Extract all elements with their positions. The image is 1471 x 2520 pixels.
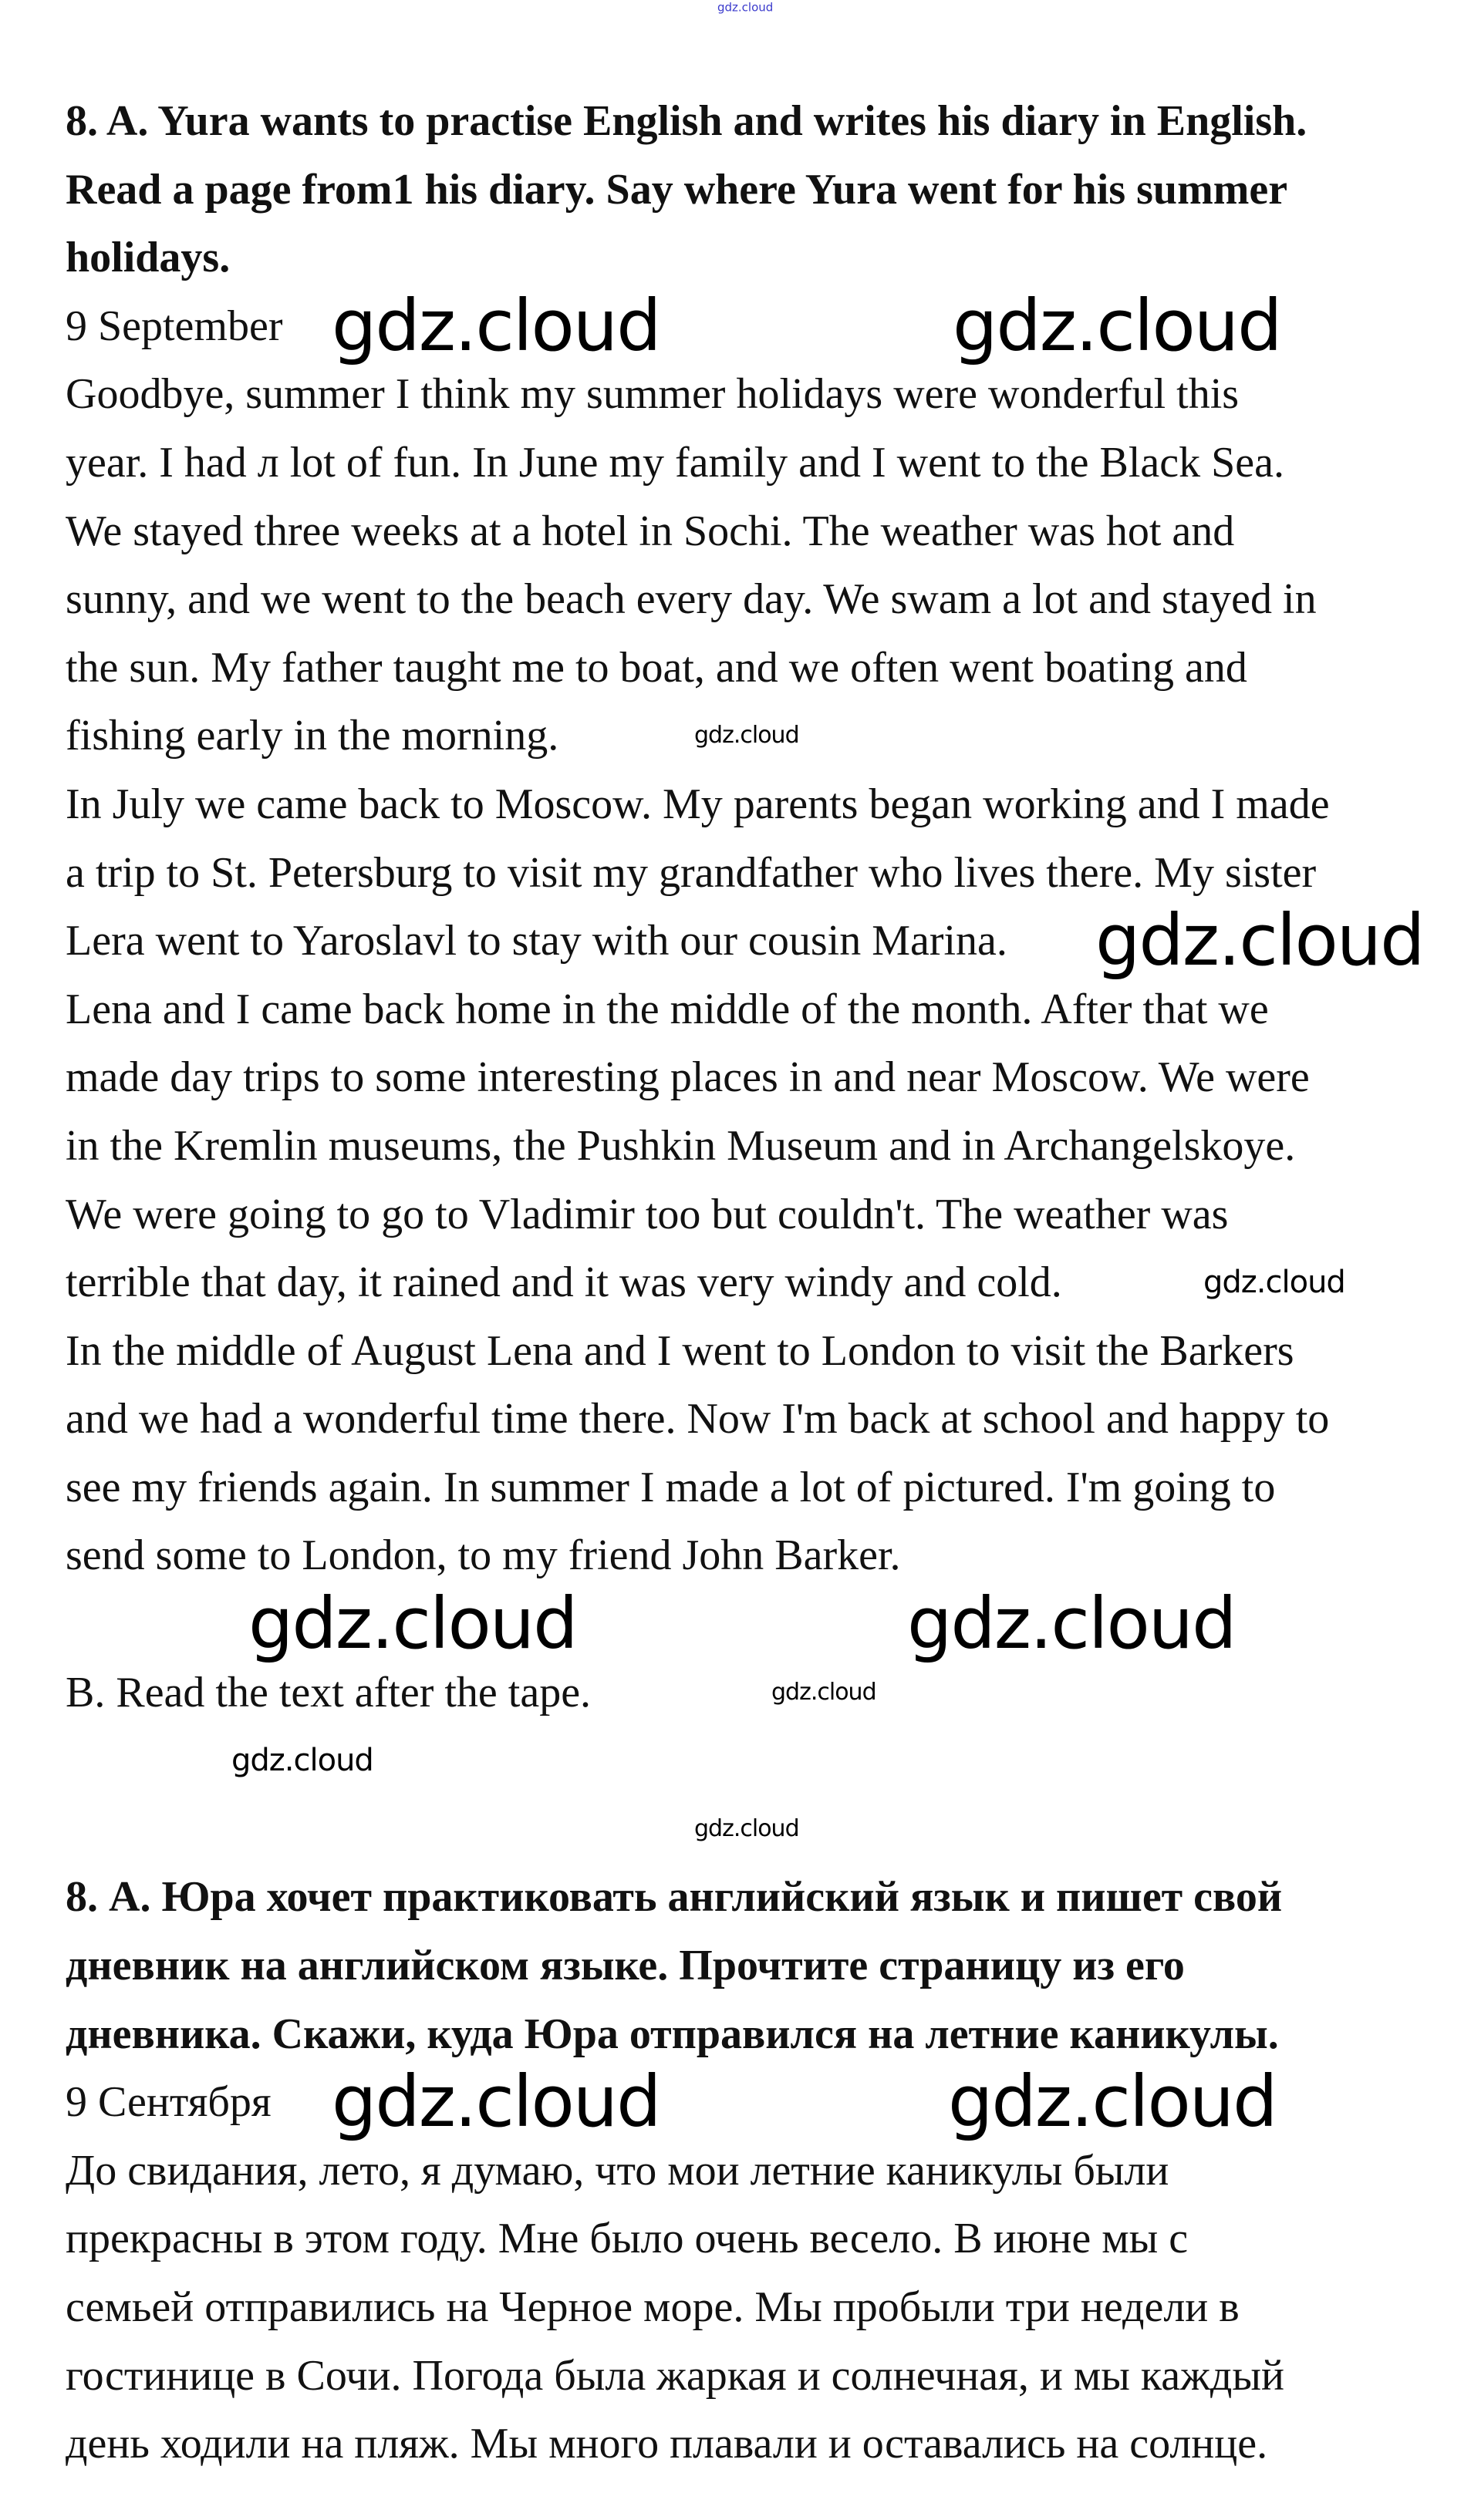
en-title-line: Read a page from1 his diary. Say where Yura went for his summer bbox=[66, 165, 1288, 214]
en-title-line: holidays. bbox=[66, 234, 231, 282]
en-body-line: in the Kremlin museums, the Pushkin Museum and in Archangelskoye. bbox=[66, 1121, 1296, 1170]
en-body-line: made day trips to some interesting places in and near Moscow. We were bbox=[66, 1053, 1310, 1102]
en-body-line: send some to London, to my friend John Barker. bbox=[66, 1531, 901, 1580]
en-title-line: 8. A. Yura wants to practise English and writes his diary in English. bbox=[66, 97, 1307, 145]
en-task-b: B. Read the text after the tape. bbox=[66, 1668, 592, 1716]
ru-title-line: 8. А. Юра хочет практиковать английский язык и пишет свой bbox=[66, 1873, 1283, 1922]
en-body-line: year. I had л lot of fun. In June my family and I went to the Black Sea. bbox=[66, 438, 1284, 487]
ru-body-line: До свидания, лето, я думаю, что мои летние каникулы были bbox=[66, 2146, 1169, 2195]
ru-title-line: дневника. Скажи, куда Юра отправился на летние каникулы. bbox=[66, 2010, 1279, 2058]
en-body-line: Goodbye, summer I think my summer holidays were wonderful this bbox=[66, 370, 1240, 419]
watermark-top: gdz.cloud bbox=[717, 0, 774, 15]
ru-body-line: гостинице в Сочи. Погода была жаркая и солнечная, и мы каждый bbox=[66, 2351, 1284, 2400]
watermark: gdz.cloud bbox=[694, 722, 799, 749]
watermark: gdz.cloud bbox=[332, 2060, 660, 2143]
en-body-line: fishing early in the morning. bbox=[66, 712, 559, 760]
en-body-line: see my friends again. In summer I made a lot of pictured. I'm going to bbox=[66, 1463, 1276, 1511]
en-body-line: Lena and I came back home in the middle of the month. After that we bbox=[66, 985, 1269, 1033]
watermark: gdz.cloud bbox=[694, 1815, 799, 1842]
watermark: gdz.cloud bbox=[953, 285, 1281, 367]
watermark: gdz.cloud bbox=[907, 1582, 1236, 1665]
en-body-line: In the middle of August Lena and I went to London to visit the Barkers bbox=[66, 1326, 1294, 1375]
ru-body-line: прекрасны в этом году. Мне было очень весело. В июне мы с bbox=[66, 2215, 1189, 2263]
watermark: gdz.cloud bbox=[332, 285, 660, 367]
watermark: gdz.cloud bbox=[1203, 1265, 1345, 1300]
en-body-line: the sun. My father taught me to boat, and we often went boating and bbox=[66, 643, 1247, 692]
en-body-line: Lera went to Yaroslavl to stay with our cousin Marina. bbox=[66, 917, 1007, 965]
ru-title-line: дневник на английском языке. Прочтите страницу из его bbox=[66, 1942, 1185, 1990]
en-body-line: In July we came back to Moscow. My parents began working and I made bbox=[66, 780, 1330, 828]
en-date: 9 September bbox=[66, 302, 283, 350]
ru-body-line: день ходили на пляж. Мы много плавали и оставались на солнце. bbox=[66, 2420, 1268, 2468]
ru-date: 9 Сентября bbox=[66, 2078, 272, 2127]
watermark: gdz.cloud bbox=[771, 1679, 876, 1706]
en-body-line: We stayed three weeks at a hotel in Sochi. The weather was hot and bbox=[66, 507, 1235, 555]
en-body-line: a trip to St. Petersburg to visit my grandfather who lives there. My sister bbox=[66, 848, 1317, 897]
ru-body-line: семьей отправились на Черное море. Мы пробыли три недели в bbox=[66, 2283, 1240, 2331]
en-body-line: terrible that day, it rained and it was very windy and cold. bbox=[66, 1258, 1062, 1307]
watermark: gdz.cloud bbox=[1095, 899, 1424, 982]
en-body-line: sunny, and we went to the beach every day. We swam a lot and stayed in bbox=[66, 575, 1317, 624]
watermark: gdz.cloud bbox=[231, 1743, 373, 1778]
watermark: gdz.cloud bbox=[248, 1582, 577, 1665]
en-body-line: and we had a wonderful time there. Now I'm back at school and happy to bbox=[66, 1395, 1330, 1444]
watermark: gdz.cloud bbox=[948, 2060, 1277, 2143]
en-body-line: We were going to go to Vladimir too but couldn't. The weather was bbox=[66, 1190, 1229, 1238]
